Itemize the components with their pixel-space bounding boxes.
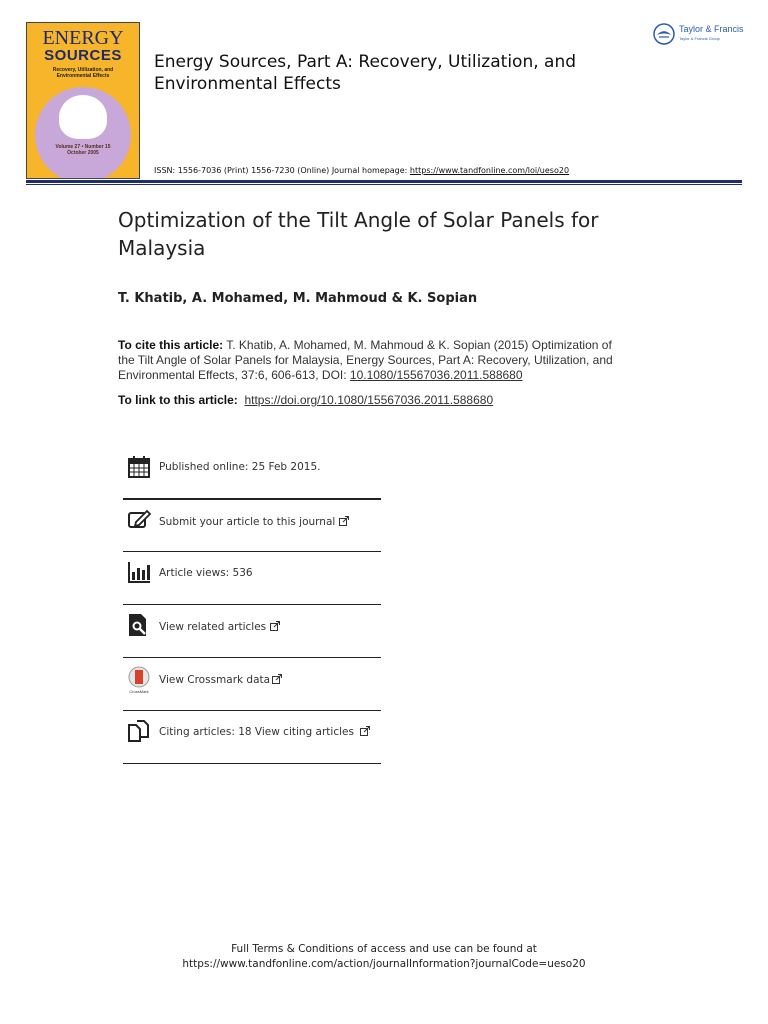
bar-chart-icon <box>127 560 151 584</box>
article-link-block <box>118 393 493 407</box>
article-doi-url-link[interactable]: https://doi.org/10.1080/15567036.2011.588680 <box>244 393 494 407</box>
cover-subtitle: Recovery, Utilization, and Environmental Effects <box>52 67 114 79</box>
info-divider <box>123 657 381 658</box>
publisher-logo-icon <box>653 23 675 45</box>
external-link-icon <box>360 726 370 736</box>
submit-article-row[interactable] <box>123 508 381 534</box>
publisher-name: Taylor & Francis <box>679 24 744 34</box>
external-link-icon <box>339 516 349 526</box>
article-views-row <box>123 560 381 586</box>
cover-flame-graphic <box>59 95 107 139</box>
issn-line <box>154 166 569 175</box>
article-title: Optimization of the Tilt Angle of Solar Panels for Malaysia <box>118 208 599 260</box>
edit-icon <box>127 508 151 532</box>
cover-volume <box>27 144 139 156</box>
crossmark-row[interactable] <box>123 666 381 694</box>
publisher-logo[interactable] <box>653 21 748 47</box>
citation-doi-link[interactable]: 10.1080/15567036.2011.588680 <box>349 368 523 382</box>
external-link-icon <box>270 621 280 631</box>
cover-title-line1: ENERGY <box>42 27 124 49</box>
info-divider <box>123 604 381 605</box>
citing-articles-text <box>159 726 370 738</box>
info-divider <box>123 763 381 764</box>
crossmark-logo-text: CrossMark <box>129 689 149 694</box>
related-articles-row[interactable] <box>123 613 381 639</box>
external-link-icon <box>272 674 282 684</box>
crossmark-label: View Crossmark data <box>159 674 271 686</box>
article-views-text: Article views: 536 <box>159 567 253 579</box>
journal-homepage-link[interactable]: https://www.tandfonline.com/loi/ueso20 <box>409 166 570 175</box>
crossmark-text <box>159 674 282 686</box>
crossmark-icon <box>127 666 151 694</box>
journal-cover-image <box>26 22 140 179</box>
related-articles-text <box>159 621 280 633</box>
terms-line1: Full Terms & Conditions of access and use can be found at <box>231 943 537 955</box>
document-search-icon <box>127 613 151 637</box>
published-online-text: Published online: 25 Feb 2015. <box>159 461 321 473</box>
copy-documents-icon <box>127 719 151 743</box>
info-divider <box>123 551 381 552</box>
citation-text: T. Khatib, A. Mohamed, M. Mahmoud & K. Sopian (2015) Optimization of the Tilt Angle of Solar Panels for Malaysia, Energy Sources, Part A: Recovery, Utilization, and Environmental Effects, 37:6, 606-613, DOI: <box>118 338 613 382</box>
related-articles-label: View related articles <box>159 621 267 633</box>
info-divider <box>123 710 381 711</box>
citing-articles-row[interactable] <box>123 719 381 745</box>
issn-text: ISSN: 1556-7036 (Print) 1556-7230 (Online) Journal homepage: <box>154 166 410 175</box>
calendar-icon <box>127 455 151 479</box>
info-divider <box>123 498 381 500</box>
submit-article-text <box>159 516 349 528</box>
publisher-group: Taylor & Francis Group <box>679 36 720 41</box>
cover-volume-line: Volume 27 • Number 15 <box>55 144 111 150</box>
cover-date-line: October 2005 <box>67 150 99 156</box>
article-authors: T. Khatib, A. Mohamed, M. Mahmoud & K. Sopian <box>118 291 478 306</box>
submit-article-label: Submit your article to this journal <box>159 516 336 528</box>
article-link-label: To link to this article: <box>118 393 238 407</box>
journal-title: Energy Sources, Part A: Recovery, Utilization, and Environmental Effects <box>154 52 577 94</box>
published-online-row <box>123 455 381 481</box>
citation-block <box>118 338 626 383</box>
citing-articles-label: Citing articles: 18 View citing articles <box>159 726 354 738</box>
cover-title-line2: SOURCES <box>44 47 122 64</box>
citation-label: To cite this article: <box>118 338 224 352</box>
terms-link[interactable]: https://www.tandfonline.com/action/journalInformation?journalCode=ueso20 <box>182 958 586 970</box>
header-divider <box>26 180 742 185</box>
terms-footer <box>0 942 768 972</box>
